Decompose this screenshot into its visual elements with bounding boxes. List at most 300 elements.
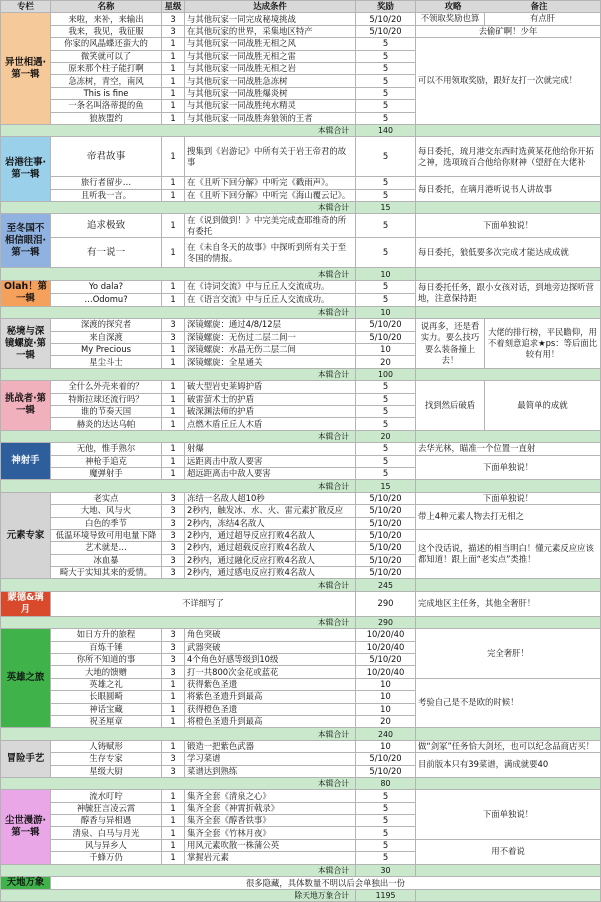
achievement-name: Yo dala?	[51, 280, 162, 293]
star-cell: 1	[162, 740, 185, 752]
star-cell: 3	[162, 554, 185, 566]
strategy-cell: 每日委托，在璃月港听说书人讲故事	[416, 177, 601, 202]
star-cell: 1	[162, 715, 185, 727]
condition-cell: 获得橙色圣遗	[185, 703, 356, 715]
subtotal-label: 本辑合计	[1, 306, 356, 318]
achievement-name: 醇香与异相遇	[51, 815, 162, 827]
header-cell	[416, 1, 601, 13]
subtotal-label: 本辑合计	[1, 728, 356, 740]
header-row	[1, 1, 601, 13]
achievement-name: 祝圣厘章	[51, 715, 162, 727]
condition-cell: 与其他玩家一同完成秘境挑战	[185, 13, 356, 25]
reward-cell: 10	[356, 344, 416, 356]
condition-cell: 破雷萤术士的护盾	[185, 393, 356, 405]
condition-cell: 将橙色圣遗升到最高	[185, 715, 356, 727]
reward-cell: 10/20/40	[356, 641, 416, 653]
reward-cell: 5	[356, 189, 416, 201]
achievement-name: 原来那个柱子能打啊	[51, 62, 162, 74]
header-cell: 奖励	[356, 1, 416, 13]
reward-cell: 5	[356, 293, 416, 306]
achievement-name: My Precious	[51, 344, 162, 356]
subtotal-value: 15	[356, 480, 416, 492]
achievement-name: 来啦，来补，来输出	[51, 13, 162, 25]
condition-cell: 集齐全套《神霄折戟录》	[185, 802, 356, 814]
strategy-cell: 不领取奖励也算	[416, 13, 485, 25]
star-cell: 1	[162, 691, 185, 703]
star-cell: 3	[162, 25, 185, 37]
star-cell: 3	[162, 505, 185, 517]
subtotal-filler	[416, 728, 601, 740]
table-row	[1, 505, 601, 517]
section-name: 神射手	[1, 443, 51, 480]
achievement-name: 有一说一	[51, 238, 162, 268]
star-cell: 1	[162, 467, 185, 479]
reward-cell: 5/10/20	[356, 567, 416, 579]
strategy-cell: 带上4种元素人物去打无相之	[416, 505, 601, 530]
subtotal-filler	[416, 616, 601, 628]
achievement-name: 狼族盟约	[51, 112, 162, 124]
condition-cell: 在《诗词交流》中与丘丘人交流成功。	[185, 280, 356, 293]
reward-cell: 5	[356, 177, 416, 189]
star-cell: 3	[162, 13, 185, 25]
reward-cell: 5	[356, 75, 416, 87]
reward-cell: 5	[356, 38, 416, 50]
strategy-cell: 下面单独说！	[416, 455, 601, 480]
condition-cell: 与其他玩家一同战胜纯水精灵	[185, 100, 356, 112]
reward-cell: 5/10/20	[356, 753, 416, 765]
star-cell: 3	[162, 542, 185, 554]
reward-cell: 5/10/20	[356, 554, 416, 566]
achievement-name: 你家的风晶蝶还蛮大的	[51, 38, 162, 50]
condition-cell: 武器突破	[185, 641, 356, 653]
subtotal-label: 本辑合计	[1, 777, 356, 789]
condition-cell: 2秒内，通过感电反应打败4名敌人	[185, 567, 356, 579]
table-row	[1, 381, 601, 393]
condition-cell: 4个角色好感等级到10级	[185, 654, 356, 666]
achievement-name: 赫炎的达达乌帕	[51, 418, 162, 430]
reward-cell: 5	[356, 100, 416, 112]
star-cell: 1	[162, 75, 185, 87]
achievement-name: 谁的节奏天国	[51, 405, 162, 417]
subtotal-value: 20	[356, 430, 416, 442]
subtotal-filler	[416, 430, 601, 442]
star-cell: 3	[162, 654, 185, 666]
star-cell: 1	[162, 356, 185, 368]
reward-cell: 5	[356, 50, 416, 62]
subtotal-row	[1, 480, 601, 492]
subtotal-value: 10	[356, 268, 416, 280]
star-cell: 1	[162, 189, 185, 201]
achievement-name: 来自深渡	[51, 331, 162, 343]
star-cell: 1	[162, 293, 185, 306]
achievement-name: 急冻树，青空，南风	[51, 75, 162, 87]
reward-cell: 5	[356, 815, 416, 827]
strategy-cell: 可以不用领取奖励，跟好友打一次就完成！	[416, 38, 601, 125]
reward-cell: 5/10/20	[356, 529, 416, 541]
table-row	[1, 629, 601, 641]
table-row	[1, 137, 601, 177]
star-cell: 1	[162, 678, 185, 690]
strategy-cell: 去华光林，瞄准一个位置一直射	[416, 443, 601, 455]
achievement-name: 全什么外壳来着的？	[51, 381, 162, 393]
achievement-name: 如日方升的旅程	[51, 629, 162, 641]
condition-cell: 菜谱达到熟练	[185, 765, 356, 777]
condition-cell: 与其他玩家一同战胜无相之风	[185, 38, 356, 50]
table-row	[1, 25, 601, 37]
achievement-name: 一条名叫洛蒂提的鱼	[51, 100, 162, 112]
star-cell: 1	[162, 100, 185, 112]
condition-cell: 点燃木盾丘丘人木盾	[185, 418, 356, 430]
strategy-cell: 找到然后破盾	[416, 381, 485, 431]
condition-cell: 在《说到做到！》中完美完成查耶维奇的所有委托	[185, 214, 356, 238]
table-row	[1, 38, 601, 50]
star-cell: 1	[162, 112, 185, 124]
table-row	[1, 678, 601, 690]
reward-cell: 5/10/20	[356, 492, 416, 504]
strategy-cell: 做“剑冢”任务恰大剑坯，也可以纪念品商店买！	[416, 740, 601, 752]
strategy-cell: 下面单独说！	[416, 492, 601, 504]
achievement-name: 清泉、白马与月光	[51, 827, 162, 839]
section-name: 尘世漫游·第一辑	[1, 790, 51, 864]
star-cell: 3	[162, 629, 185, 641]
condition-cell: 在《且听下回分解》中听完《海山覆云记》。	[185, 189, 356, 201]
achievement-name: 人铸赋形	[51, 740, 162, 752]
subtotal-row	[1, 777, 601, 789]
subtotal-label: 本辑合计	[1, 268, 356, 280]
condition-cell: 与其他玩家一同战胜急冻树	[185, 75, 356, 87]
strategy-cell: 目前版本只有39菜谱，满成就要40	[416, 753, 601, 778]
subtotal-value: 100	[356, 368, 416, 380]
condition-cell: 掌握岩元素	[185, 852, 356, 864]
strategy-cell: 每日委托任务，跟小女孩对话，到地旁边探听营地，注意保持距	[416, 280, 601, 306]
reward-cell: 5	[356, 280, 416, 293]
reward-cell: 10/20/40	[356, 629, 416, 641]
condition-cell: 打一共800次金花或蓝花	[185, 666, 356, 678]
remark-cell: 大佬的排行榜，平民瞻仰，用不着刻意追求★ps：等后面比较有用！	[485, 319, 601, 369]
reward-cell: 5	[356, 790, 416, 802]
achievement-name: 老实点	[51, 492, 162, 504]
condition-cell: 深镜螺旋：水晶无伤二层二间	[185, 344, 356, 356]
achievement-name: 大地的馈赠	[51, 666, 162, 678]
subtotal-row	[1, 864, 601, 876]
star-cell: 1	[162, 839, 185, 851]
achievement-name: 深渡的探究者	[51, 319, 162, 331]
star-cell: 1	[162, 418, 185, 430]
subtotal-filler	[416, 368, 601, 380]
subtotal-label: 除天地万象合计	[1, 890, 356, 902]
condition-cell: 集齐全套《竹林月夜》	[185, 827, 356, 839]
table-row	[1, 839, 601, 851]
condition-cell: 与其他玩家一同战胜爆炎树	[185, 87, 356, 99]
reward-cell: 10	[356, 678, 416, 690]
achievement-name: 神话宝藏	[51, 703, 162, 715]
strategy-cell: 这个没话说，描述的相当明白！懂元素反应应该都知道！跟上面“老实点”类推！	[416, 529, 601, 579]
strategy-cell: 每日委托，狼低要多次完成才能达成成就	[416, 238, 601, 268]
subtotal-value: 140	[356, 124, 416, 136]
achievement-name: 且听我一言。	[51, 189, 162, 201]
condition-cell: 在其他玩家的世界，采集地区特产	[185, 25, 356, 37]
star-cell: 3	[162, 753, 185, 765]
achievement-name: 星尘斗士	[51, 356, 162, 368]
reward-cell: 5	[356, 852, 416, 864]
reward-cell: 5	[356, 418, 416, 430]
table-row	[1, 753, 601, 765]
condition-cell: 超远距离击中敌人要害	[185, 467, 356, 479]
star-cell: 1	[162, 405, 185, 417]
strategy-cell: 完全奢肝！	[416, 629, 601, 679]
reward-cell: 5	[356, 839, 416, 851]
section-name: Olah！第一辑	[1, 280, 51, 306]
subtotal-filler	[416, 890, 601, 902]
section-name: 岩港往事·第一辑	[1, 137, 51, 202]
section-name: 英雄之旅	[1, 629, 51, 728]
subtotal-value: 245	[356, 579, 416, 591]
star-cell: 1	[162, 87, 185, 99]
star-cell: 1	[162, 381, 185, 393]
star-cell: 1	[162, 790, 185, 802]
achievement-name: 魔弹射手	[51, 467, 162, 479]
reward-cell: 5	[356, 87, 416, 99]
reward-cell: 5/10/20	[356, 505, 416, 517]
star-cell: 1	[162, 177, 185, 189]
achievement-name: 我来，我见，我征服	[51, 25, 162, 37]
subtotal-row	[1, 430, 601, 442]
reward-cell: 5	[356, 827, 416, 839]
achievement-name: 特斯拉球还流行吗？	[51, 393, 162, 405]
condition-cell: 与其他玩家一同战胜无相之雷	[185, 50, 356, 62]
star-cell: 1	[162, 62, 185, 74]
subtotal-filler	[416, 202, 601, 214]
condition-cell: 冻结一名敌人超10秒	[185, 492, 356, 504]
table-row	[1, 455, 601, 467]
achievement-name: 冰血暴	[51, 554, 162, 566]
header-cell: 名称	[51, 1, 162, 13]
star-cell: 1	[162, 802, 185, 814]
condition-cell: 锻造一把紫色武器	[185, 740, 356, 752]
strategy-cell: 每日委托，琉月港交东西时选黄某花他给你开拓之神，选项琉百合他给你财神（望舒在大佬补	[416, 137, 601, 177]
subtotal-label: 本辑合计	[1, 368, 356, 380]
reward-cell: 5	[356, 137, 416, 177]
subtotal-value: 80	[356, 777, 416, 789]
subtotal-value: 10	[356, 306, 416, 318]
subtotal-row	[1, 890, 601, 902]
subtotal-filler	[416, 777, 601, 789]
condition-cell: 2秒内，通过超导反应打败4名敌人	[185, 529, 356, 541]
reward-cell: 5/10/20	[356, 542, 416, 554]
subtotal-filler	[416, 579, 601, 591]
star-cell: 1	[162, 815, 185, 827]
section-name: 挑战者·第一辑	[1, 381, 51, 431]
header-cell: 专栏	[1, 1, 51, 13]
reward-cell: 5	[356, 443, 416, 455]
achievement-name: 旅行者留步…	[51, 177, 162, 189]
condition-cell: 在《且听下回分解》中听完《戳雨声》。	[185, 177, 356, 189]
achievement-name: 白色的季节	[51, 517, 162, 529]
star-cell: 1	[162, 827, 185, 839]
reward-cell: 5	[356, 381, 416, 393]
condition-cell: 用风元素吹散一株蒲公英	[185, 839, 356, 851]
reward-cell: 20	[356, 356, 416, 368]
achievement-name: 英雄之礼	[51, 678, 162, 690]
condition-cell: 学习菜谱	[185, 753, 356, 765]
section-name: 元素专家	[1, 492, 51, 579]
strategy-cell: 完成地区主任务，其他全奢肝！	[416, 591, 601, 616]
condition-cell: 深镜螺旋：通过4/8/12层	[185, 319, 356, 331]
subtotal-filler	[416, 480, 601, 492]
achievement-name: 无他，惟手熟尔	[51, 443, 162, 455]
header-cell: 达成条件	[185, 1, 356, 13]
achievement-name: 千蜂万仍	[51, 852, 162, 864]
table-row	[1, 177, 601, 189]
remark-cell: 最简单的成就	[485, 381, 601, 431]
achievement-name: 风与异乡人	[51, 839, 162, 851]
subtotal-label: 本辑合计	[1, 124, 356, 136]
table-row	[1, 214, 601, 238]
subtotal-label: 本辑合计	[1, 864, 356, 876]
condition-cell: 破深渊法师的护盾	[185, 405, 356, 417]
condition-cell: 2秒内，通过超载反应打败4名敌人	[185, 542, 356, 554]
achievement-name: …Odomu?	[51, 293, 162, 306]
reward-cell: 5/10/20	[356, 331, 416, 343]
condition-cell: 破大型岩史莱姆护盾	[185, 381, 356, 393]
star-cell: 1	[162, 852, 185, 864]
subtotal-row	[1, 368, 601, 380]
condition-cell: 深镜螺旋：全星通关	[185, 356, 356, 368]
condition-cell: 在《语言交流》中与丘丘人交流成功。	[185, 293, 356, 306]
section-name: 蒙德&璃月	[1, 591, 51, 616]
subtotal-value: 240	[356, 728, 416, 740]
star-cell: 1	[162, 214, 185, 238]
subtotal-label: 本辑合计	[1, 202, 356, 214]
subtotal-label: 本辑合计	[1, 579, 356, 591]
achievement-name: 艺术就是…	[51, 542, 162, 554]
reward-cell: 5	[356, 802, 416, 814]
star-cell: 1	[162, 393, 185, 405]
section-name: 至冬国不相信眼泪·第一辑	[1, 214, 51, 268]
reward-cell: 5	[356, 455, 416, 467]
reward-cell: 5/10/20	[356, 654, 416, 666]
subtotal-label: 本辑合计	[1, 430, 356, 442]
star-cell: 1	[162, 455, 185, 467]
condition-cell: 2秒内，触发冰、水、火、雷元素扩散反应	[185, 505, 356, 517]
strategy-cell: 下面单独说！	[416, 214, 601, 238]
strategy-cell: 考验自己是不是欧的时候！	[416, 678, 601, 728]
table-row	[1, 877, 601, 890]
achievement-name: 追求极致	[51, 214, 162, 238]
condition-cell: 搜集到《岩游记》中所有关于岩王帝君的故事	[185, 137, 356, 177]
star-cell: 3	[162, 492, 185, 504]
subtotal-row	[1, 728, 601, 740]
achievement-name: 微笑就可以了	[51, 50, 162, 62]
achievement-name: 生存专家	[51, 753, 162, 765]
star-cell: 1	[162, 703, 185, 715]
star-cell: 1	[162, 50, 185, 62]
reward-cell: 10	[356, 740, 416, 752]
achievement-name: 流水叮咛	[51, 790, 162, 802]
subtotal-row	[1, 124, 601, 136]
condition-cell: 与其他玩家一同战胜无相之岩	[185, 62, 356, 74]
star-cell: 1	[162, 137, 185, 177]
reward-cell: 5/10/20	[356, 13, 416, 25]
section-name: 冒险手艺	[1, 740, 51, 777]
subtotal-filler	[416, 864, 601, 876]
strategy-cell: 去偷矿啊！少年	[416, 25, 601, 37]
achievement-name: 帝君故事	[51, 137, 162, 177]
condition-cell: 2秒内，通过融化反应打败4名敌人	[185, 554, 356, 566]
condition-cell: 集齐全套《清泉之心》	[185, 790, 356, 802]
table-row	[1, 740, 601, 752]
star-cell: 3	[162, 319, 185, 331]
section-single-text: 不详细写了	[51, 591, 356, 616]
condition-cell: 角色突破	[185, 629, 356, 641]
subtotal-row	[1, 306, 601, 318]
star-cell: 1	[162, 280, 185, 293]
subtotal-row	[1, 268, 601, 280]
section-single-text: 很多隐藏，具体数量不明以后会单独出一份	[51, 877, 601, 890]
section-name: 秘境与深镜螺旋·第一辑	[1, 319, 51, 369]
table-row	[1, 790, 601, 802]
condition-cell: 在《未自冬天的故事》中探听到所有关于至冬国的情报。	[185, 238, 356, 268]
table-row	[1, 492, 601, 504]
table-row	[1, 591, 601, 616]
achievement-name: 星级大厨	[51, 765, 162, 777]
subtotal-value: 290	[356, 616, 416, 628]
condition-cell: 深镜螺旋：无伤过二层二间一	[185, 331, 356, 343]
star-cell: 3	[162, 641, 185, 653]
subtotal-label: 本辑合计	[1, 480, 356, 492]
reward-cell: 5/10/20	[356, 765, 416, 777]
star-cell: 1	[162, 443, 185, 455]
reward-cell: 5	[356, 214, 416, 238]
remark-cell: 有点肝	[485, 13, 601, 25]
condition-cell: 获得紫色圣遗	[185, 678, 356, 690]
subtotal-label: 本辑合计	[1, 616, 356, 628]
reward-cell: 5	[356, 467, 416, 479]
star-cell: 3	[162, 666, 185, 678]
condition-cell: 射爆	[185, 443, 356, 455]
condition-cell: 2秒内，冻结4名敌人	[185, 517, 356, 529]
star-cell: 1	[162, 238, 185, 268]
subtotal-filler	[416, 124, 601, 136]
section-name: 异世相遇·第一辑	[1, 13, 51, 125]
achievement-name: This is fine	[51, 87, 162, 99]
reward-cell: 10	[356, 691, 416, 703]
subtotal-row	[1, 616, 601, 628]
star-cell: 1	[162, 344, 185, 356]
star-cell: 1	[162, 38, 185, 50]
reward-cell: 5	[356, 112, 416, 124]
reward-cell: 5	[356, 238, 416, 268]
header-strategy: 攻略	[444, 1, 462, 12]
header-cell: 星级	[162, 1, 185, 13]
reward-cell: 20	[356, 715, 416, 727]
reward-cell: 290	[356, 591, 416, 616]
star-cell: 3	[162, 529, 185, 541]
section-name: 天地万象	[1, 877, 51, 890]
subtotal-row	[1, 202, 601, 214]
achievement-name: 百炼千锤	[51, 641, 162, 653]
star-cell: 3	[162, 331, 185, 343]
table-row	[1, 529, 601, 541]
achievement-name: 低温环境导致可用电量下降	[51, 529, 162, 541]
condition-cell: 与其他玩家一同战胜奔狼领的王者	[185, 112, 356, 124]
reward-cell: 5	[356, 393, 416, 405]
condition-cell: 集齐全套《醇香铁事》	[185, 815, 356, 827]
subtotal-filler	[416, 268, 601, 280]
subtotal-value: 15	[356, 202, 416, 214]
achievement-name: 畸大于实知其来的爱情。	[51, 567, 162, 579]
star-cell: 3	[162, 517, 185, 529]
